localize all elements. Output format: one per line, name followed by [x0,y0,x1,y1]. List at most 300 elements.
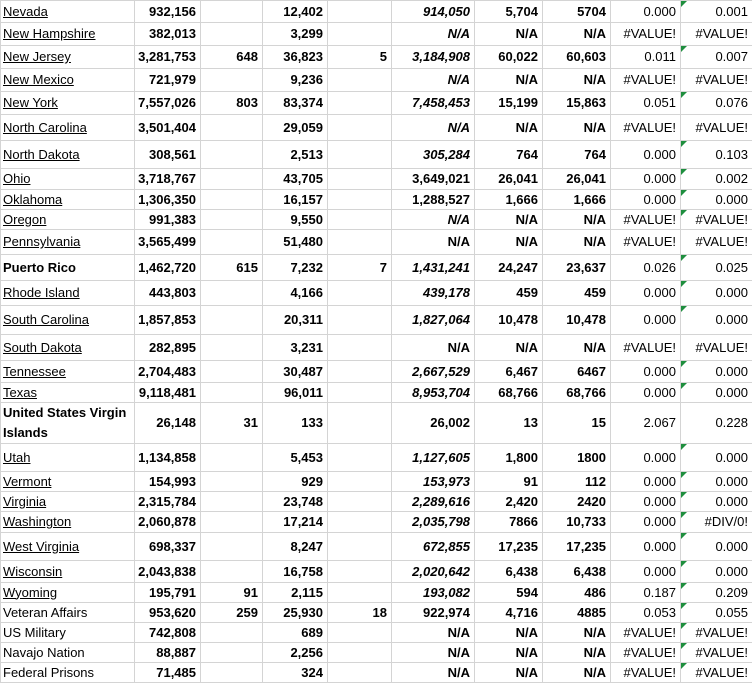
table-cell[interactable]: 0.228 [681,403,752,444]
table-cell[interactable]: 1,827,064 [392,306,475,335]
table-cell[interactable]: #VALUE! [611,230,681,255]
row-label[interactable]: Pennsylvania [1,230,135,255]
table-cell[interactable]: 91 [475,472,543,492]
table-cell[interactable]: 154,993 [135,472,201,492]
table-cell[interactable]: N/A [543,23,611,46]
table-cell[interactable]: 2,289,616 [392,492,475,512]
table-cell[interactable]: #VALUE! [681,335,752,361]
table-cell[interactable] [201,69,263,92]
table-cell[interactable]: 0.001 [681,1,752,23]
table-cell[interactable] [201,115,263,141]
table-cell[interactable]: 0.000 [611,361,681,383]
table-cell[interactable]: 764 [543,141,611,169]
table-cell[interactable]: N/A [392,335,475,361]
table-cell[interactable]: 1,306,350 [135,190,201,210]
row-label[interactable]: North Dakota [1,141,135,169]
table-cell[interactable]: 929 [263,472,328,492]
table-cell[interactable] [328,472,392,492]
table-cell[interactable]: 0.076 [681,92,752,115]
table-cell[interactable]: 6,438 [475,561,543,583]
table-cell[interactable]: 672,855 [392,533,475,561]
table-cell[interactable]: 594 [475,583,543,603]
table-cell[interactable]: 3,649,021 [392,169,475,190]
table-cell[interactable]: 0.000 [611,561,681,583]
table-cell[interactable]: 324 [263,663,328,683]
table-cell[interactable]: 88,887 [135,643,201,663]
row-label[interactable]: Federal Prisons [1,663,135,683]
table-cell[interactable]: 30,487 [263,361,328,383]
table-cell[interactable]: 6,467 [475,361,543,383]
table-cell[interactable]: N/A [392,663,475,683]
table-cell[interactable]: 953,620 [135,603,201,623]
table-cell[interactable]: 2,513 [263,141,328,169]
table-cell[interactable] [328,583,392,603]
row-label[interactable]: New Mexico [1,69,135,92]
table-cell[interactable]: 16,758 [263,561,328,583]
table-cell[interactable] [201,281,263,306]
table-cell[interactable]: 193,082 [392,583,475,603]
table-cell[interactable]: 31 [201,403,263,444]
table-cell[interactable]: #VALUE! [681,69,752,92]
table-cell[interactable]: 51,480 [263,230,328,255]
table-row [1,512,752,533]
table-cell[interactable] [201,1,263,23]
table-cell[interactable]: 153,973 [392,472,475,492]
table-cell[interactable]: 1,800 [475,444,543,472]
table-cell[interactable]: 0.187 [611,583,681,603]
table-cell[interactable]: 24,247 [475,255,543,281]
table-cell[interactable]: 922,974 [392,603,475,623]
row-label[interactable]: Oklahoma [1,190,135,210]
table-cell[interactable]: 1,666 [543,190,611,210]
table-cell[interactable]: 0.051 [611,92,681,115]
table-cell[interactable] [328,643,392,663]
table-cell[interactable]: 7,557,026 [135,92,201,115]
table-cell[interactable]: 459 [543,281,611,306]
table-row [1,335,752,361]
table-cell[interactable] [328,361,392,383]
table-cell[interactable]: 7,232 [263,255,328,281]
table-cell[interactable]: 15,199 [475,92,543,115]
table-cell[interactable]: 23,748 [263,492,328,512]
table-cell[interactable] [328,444,392,472]
table-cell[interactable]: N/A [475,663,543,683]
table-cell[interactable]: 308,561 [135,141,201,169]
table-cell[interactable]: #VALUE! [681,663,752,683]
table-cell[interactable]: 459 [475,281,543,306]
table-cell[interactable]: 3,231 [263,335,328,361]
table-cell[interactable]: N/A [543,115,611,141]
table-cell[interactable]: 0.000 [611,512,681,533]
table-cell[interactable] [328,1,392,23]
row-label[interactable]: Texas [1,383,135,403]
row-label[interactable]: Puerto Rico [1,255,135,281]
table-cell[interactable]: #VALUE! [681,623,752,643]
row-label[interactable]: New York [1,92,135,115]
table-cell[interactable]: 1,857,853 [135,306,201,335]
table-cell[interactable]: 3,501,404 [135,115,201,141]
table-cell[interactable]: 2,256 [263,643,328,663]
table-cell[interactable]: 0.000 [681,383,752,403]
table-cell[interactable]: 25,930 [263,603,328,623]
table-cell[interactable]: 16,157 [263,190,328,210]
table-cell[interactable]: 486 [543,583,611,603]
row-label[interactable]: Utah [1,444,135,472]
table-cell[interactable]: 60,022 [475,46,543,69]
table-cell[interactable]: 382,013 [135,23,201,46]
row-label[interactable]: Navajo Nation [1,643,135,663]
table-cell[interactable]: 4,166 [263,281,328,306]
table-cell[interactable]: 60,603 [543,46,611,69]
table-cell[interactable]: 0.000 [681,306,752,335]
table-cell[interactable]: 5 [328,46,392,69]
table-cell[interactable]: 0.000 [681,190,752,210]
table-cell[interactable]: 10,478 [475,306,543,335]
table-cell[interactable]: 43,705 [263,169,328,190]
table-cell[interactable] [201,361,263,383]
row-label[interactable]: Vermont [1,472,135,492]
table-cell[interactable]: 1,431,241 [392,255,475,281]
table-row [1,46,752,69]
table-cell[interactable]: #DIV/0! [681,512,752,533]
table-cell[interactable]: 71,485 [135,663,201,683]
row-label[interactable]: Washington [1,512,135,533]
table-cell[interactable]: 2,043,838 [135,561,201,583]
table-cell[interactable] [201,444,263,472]
row-label[interactable]: United States Virgin Islands [1,403,135,444]
table-cell[interactable]: 9,550 [263,210,328,230]
row-label[interactable]: Virginia [1,492,135,512]
table-cell[interactable]: 3,718,767 [135,169,201,190]
table-cell[interactable]: 4885 [543,603,611,623]
row-label[interactable]: Rhode Island [1,281,135,306]
table-cell[interactable]: 0.209 [681,583,752,603]
table-cell[interactable]: 4,716 [475,603,543,623]
table-cell[interactable]: 2,315,784 [135,492,201,512]
table-cell[interactable]: 10,478 [543,306,611,335]
row-label[interactable]: Tennessee [1,361,135,383]
table-cell[interactable]: 26,041 [475,169,543,190]
table-cell[interactable] [201,383,263,403]
row-label[interactable]: South Dakota [1,335,135,361]
table-cell[interactable]: 2,035,798 [392,512,475,533]
table-cell[interactable]: 0.011 [611,46,681,69]
table-cell[interactable] [201,23,263,46]
table-cell[interactable]: 991,383 [135,210,201,230]
table-cell[interactable]: #VALUE! [681,23,752,46]
row-label[interactable]: Oregon [1,210,135,230]
table-cell[interactable] [328,69,392,92]
table-cell[interactable]: #VALUE! [611,643,681,663]
table-cell[interactable]: 2420 [543,492,611,512]
table-cell[interactable] [201,663,263,683]
table-cell[interactable]: 2,115 [263,583,328,603]
table-cell[interactable]: 2,667,529 [392,361,475,383]
table-cell[interactable]: 803 [201,92,263,115]
table-cell[interactable]: 0.000 [681,533,752,561]
table-cell[interactable]: N/A [543,69,611,92]
table-cell[interactable]: #VALUE! [611,335,681,361]
table-cell[interactable]: 68,766 [475,383,543,403]
table-cell[interactable] [201,623,263,643]
table-cell[interactable]: 1,127,605 [392,444,475,472]
row-label[interactable]: Ohio [1,169,135,190]
table-cell[interactable]: N/A [475,643,543,663]
table-cell[interactable]: 96,011 [263,383,328,403]
table-cell[interactable] [201,230,263,255]
table-cell[interactable]: 0.000 [611,533,681,561]
table-cell[interactable] [328,281,392,306]
table-cell[interactable]: 68,766 [543,383,611,403]
table-cell[interactable]: 17,214 [263,512,328,533]
table-cell[interactable]: 15,863 [543,92,611,115]
table-cell[interactable] [201,533,263,561]
table-cell[interactable] [328,190,392,210]
table-cell[interactable]: 0.000 [611,281,681,306]
table-cell[interactable]: 12,402 [263,1,328,23]
table-cell[interactable]: #VALUE! [611,210,681,230]
table-cell[interactable]: 648 [201,46,263,69]
table-cell[interactable]: 6467 [543,361,611,383]
table-cell[interactable]: 698,337 [135,533,201,561]
table-cell[interactable]: N/A [475,115,543,141]
table-cell[interactable]: 932,156 [135,1,201,23]
table-cell[interactable]: 2,020,642 [392,561,475,583]
table-cell[interactable]: 0.000 [681,561,752,583]
table-cell[interactable] [328,561,392,583]
table-cell[interactable] [328,663,392,683]
table-cell[interactable]: N/A [543,643,611,663]
table-cell[interactable] [328,623,392,643]
table-cell[interactable] [328,512,392,533]
table-cell[interactable]: N/A [475,230,543,255]
table-cell[interactable]: 133 [263,403,328,444]
table-cell[interactable]: 0.000 [611,444,681,472]
table-cell[interactable]: 7866 [475,512,543,533]
table-cell[interactable]: 112 [543,472,611,492]
table-cell[interactable]: 0.000 [611,141,681,169]
table-row [1,561,752,583]
table-cell[interactable]: 0.103 [681,141,752,169]
table-row [1,23,752,46]
table-row [1,190,752,210]
table-cell[interactable]: 0.000 [611,306,681,335]
row-label[interactable]: New Hampshire [1,23,135,46]
table-cell[interactable]: N/A [543,663,611,683]
table-cell[interactable]: 3,184,908 [392,46,475,69]
table-cell[interactable] [328,230,392,255]
row-label[interactable]: US Military [1,623,135,643]
table-cell[interactable]: 0.000 [681,281,752,306]
table-cell[interactable]: 5,704 [475,1,543,23]
table-cell[interactable] [201,335,263,361]
table-cell[interactable]: N/A [543,335,611,361]
table-cell[interactable]: 18 [328,603,392,623]
table-cell[interactable]: 0.000 [611,472,681,492]
table-cell[interactable]: 0.000 [611,383,681,403]
table-cell[interactable]: N/A [475,69,543,92]
table-cell[interactable]: 0.000 [611,1,681,23]
table-cell[interactable]: 1,288,527 [392,190,475,210]
table-cell[interactable]: 0.000 [681,492,752,512]
table-cell[interactable]: N/A [475,623,543,643]
table-cell[interactable]: N/A [392,623,475,643]
table-cell[interactable] [328,383,392,403]
table-cell[interactable]: 305,284 [392,141,475,169]
table-cell[interactable]: #VALUE! [611,663,681,683]
table-cell[interactable]: 0.026 [611,255,681,281]
table-cell[interactable]: N/A [543,623,611,643]
table-cell[interactable]: 13 [475,403,543,444]
table-cell[interactable]: 7 [328,255,392,281]
table-cell[interactable]: 439,178 [392,281,475,306]
table-cell[interactable]: N/A [392,23,475,46]
table-cell[interactable]: 689 [263,623,328,643]
table-cell[interactable]: 83,374 [263,92,328,115]
table-cell[interactable]: 721,979 [135,69,201,92]
table-cell[interactable] [328,533,392,561]
table-cell[interactable]: 3,281,753 [135,46,201,69]
table-cell[interactable]: 0.000 [611,492,681,512]
table-cell[interactable]: 0.002 [681,169,752,190]
table-cell[interactable] [201,492,263,512]
table-cell[interactable]: 1,462,720 [135,255,201,281]
table-cell[interactable]: #VALUE! [681,115,752,141]
table-cell[interactable]: 1,666 [475,190,543,210]
table-cell[interactable]: 0.000 [681,361,752,383]
table-cell[interactable]: 5,453 [263,444,328,472]
table-cell[interactable]: N/A [392,643,475,663]
table-cell[interactable] [201,306,263,335]
table-cell[interactable]: N/A [392,210,475,230]
table-cell[interactable] [328,115,392,141]
row-label[interactable]: Wyoming [1,583,135,603]
table-cell[interactable]: 2.067 [611,403,681,444]
table-cell[interactable]: 9,118,481 [135,383,201,403]
row-label[interactable]: South Carolina [1,306,135,335]
table-cell[interactable]: 8,953,704 [392,383,475,403]
table-cell[interactable]: N/A [392,115,475,141]
table-cell[interactable] [328,403,392,444]
table-cell[interactable]: 0.025 [681,255,752,281]
table-cell[interactable]: 0.000 [611,169,681,190]
table-cell[interactable]: 6,438 [543,561,611,583]
table-cell[interactable]: 0.055 [681,603,752,623]
table-cell[interactable] [201,512,263,533]
row-label[interactable]: Veteran Affairs [1,603,135,623]
table-cell[interactable]: #VALUE! [681,210,752,230]
table-cell[interactable] [328,306,392,335]
table-cell[interactable]: 259 [201,603,263,623]
table-cell[interactable]: 26,002 [392,403,475,444]
table-cell[interactable] [328,23,392,46]
table-cell[interactable]: 7,458,453 [392,92,475,115]
table-cell[interactable]: 0.007 [681,46,752,69]
table-cell[interactable]: #VALUE! [611,115,681,141]
table-cell[interactable]: 0.000 [611,190,681,210]
table-cell[interactable]: 9,236 [263,69,328,92]
table-cell[interactable]: 36,823 [263,46,328,69]
table-cell[interactable]: #VALUE! [681,643,752,663]
table-cell[interactable] [201,643,263,663]
table-cell[interactable]: 5704 [543,1,611,23]
table-cell[interactable]: N/A [392,230,475,255]
table-cell[interactable]: N/A [475,23,543,46]
table-row [1,663,752,683]
table-cell[interactable]: 2,704,483 [135,361,201,383]
row-label[interactable]: Nevada [1,1,135,23]
table-cell[interactable]: N/A [543,230,611,255]
table-cell[interactable] [328,210,392,230]
row-label[interactable]: North Carolina [1,115,135,141]
table-cell[interactable]: #VALUE! [611,69,681,92]
table-cell[interactable]: 0.000 [681,444,752,472]
table-cell[interactable] [201,472,263,492]
table-cell[interactable]: 20,311 [263,306,328,335]
table-cell[interactable]: 764 [475,141,543,169]
row-label[interactable]: West Virginia [1,533,135,561]
table-cell[interactable]: N/A [475,335,543,361]
table-row [1,255,752,281]
table-cell[interactable]: 8,247 [263,533,328,561]
table-cell[interactable]: 2,060,878 [135,512,201,533]
table-cell[interactable] [201,190,263,210]
table-cell[interactable]: 1,134,858 [135,444,201,472]
table-cell[interactable]: N/A [543,210,611,230]
table-cell[interactable]: 17,235 [475,533,543,561]
table-cell[interactable]: 10,733 [543,512,611,533]
row-label[interactable]: Wisconsin [1,561,135,583]
table-cell[interactable] [328,492,392,512]
table-cell[interactable] [328,169,392,190]
table-cell[interactable]: 615 [201,255,263,281]
table-cell[interactable]: 23,637 [543,255,611,281]
table-cell[interactable]: #VALUE! [611,23,681,46]
row-label[interactable]: New Jersey [1,46,135,69]
table-cell[interactable]: N/A [475,210,543,230]
table-cell[interactable] [201,561,263,583]
table-cell[interactable] [201,169,263,190]
table-cell[interactable]: #VALUE! [611,623,681,643]
table-cell[interactable]: 443,803 [135,281,201,306]
table-cell[interactable]: 26,148 [135,403,201,444]
table-cell[interactable]: #VALUE! [681,230,752,255]
table-cell[interactable]: 3,565,499 [135,230,201,255]
table-cell[interactable]: 17,235 [543,533,611,561]
table-cell[interactable] [328,335,392,361]
table-cell[interactable]: 914,050 [392,1,475,23]
table-cell[interactable] [201,210,263,230]
table-cell[interactable]: N/A [392,69,475,92]
table-cell[interactable]: 91 [201,583,263,603]
table-row [1,603,752,623]
table-cell[interactable]: 1800 [543,444,611,472]
table-cell[interactable]: 29,059 [263,115,328,141]
table-cell[interactable]: 195,791 [135,583,201,603]
table-cell[interactable]: 282,895 [135,335,201,361]
table-cell[interactable]: 742,808 [135,623,201,643]
table-cell[interactable]: 2,420 [475,492,543,512]
table-cell[interactable]: 15 [543,403,611,444]
table-row [1,306,752,335]
table-cell[interactable]: 3,299 [263,23,328,46]
table-cell[interactable] [328,141,392,169]
table-cell[interactable]: 0.000 [681,472,752,492]
table-cell[interactable] [201,141,263,169]
table-cell[interactable]: 26,041 [543,169,611,190]
table-cell[interactable] [328,92,392,115]
table-cell[interactable]: 0.053 [611,603,681,623]
